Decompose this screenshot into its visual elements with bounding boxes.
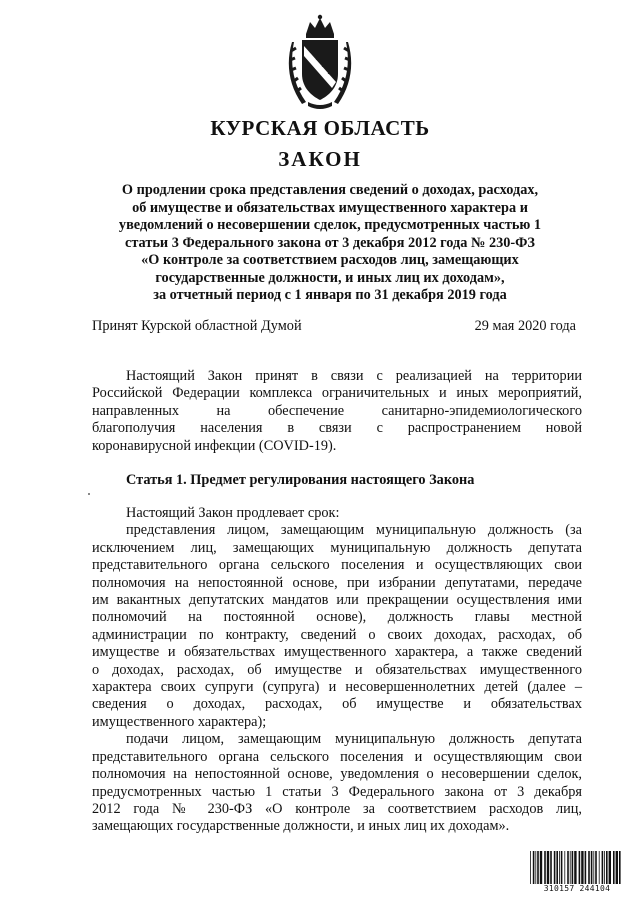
law-title-line: статьи 3 Федерального закона от 3 декабря 2012 года № 230-ФЗ: [125, 234, 535, 251]
article-body: [92, 505, 582, 836]
article-line: о доходах, расходах, об имуществе и обязательствах имущественного: [92, 661, 582, 678]
law-title-line: уведомлений о несовершении сделок, предусмотренных частью 1: [118, 217, 542, 233]
article-line: полномочия на непостоянной основе, при избрании депутатами, передаче: [92, 574, 582, 591]
preamble-line: направленных на обеспечение санитарно-эпидемиологического: [92, 402, 582, 419]
adoption-date: 29 мая 2020 года: [474, 318, 576, 334]
adopted-by: Принят Курской областной Думой: [92, 318, 302, 334]
article-line: полномочия на непостоянной основе, уведомления о несовершении сделок,: [92, 766, 582, 783]
coat-of-arms-icon: [288, 12, 352, 110]
article-line: представления лицом, замещающим муниципальную должность (за: [126, 522, 582, 539]
article-line: имуществе и обязательствах имущественного характера, а также сведений: [92, 644, 582, 661]
preamble-line: Настоящий Закон принят в связи с реализацией на территории: [126, 368, 582, 384]
article-line: представительного органа сельского поселения и осуществляющим свои: [92, 748, 582, 765]
article-line: представительного органа сельского поселения и осуществляющих свои: [92, 557, 582, 574]
article-line: характера своих супруги (супруга) и несовершеннолетних детей (далее –: [92, 679, 582, 696]
article-line: им вакантных депутатских мандатов или прекращении осуществления ими: [92, 592, 582, 609]
law-title: [100, 182, 560, 305]
preamble-line: коронавирусной инфекции (COVID-19).: [92, 437, 337, 454]
preamble-line: благополучия населения в связи с распространением новой: [92, 420, 582, 437]
preamble: [92, 368, 582, 455]
barcode-icon: [529, 851, 625, 887]
article-line: администрации по контракту, сведений о своих доходах, расходах, об: [92, 626, 582, 643]
article-line: Настоящий Закон продлевает срок:: [126, 505, 340, 521]
article-line: сведения о доходах, расходах, об имуществе и обязательствах: [92, 696, 582, 713]
article-line: замещающих государственные должности, и иных лиц их доходам».: [92, 818, 510, 835]
article-line: подачи лицом, замещающим муниципальную должность депутата: [126, 731, 582, 748]
law-title-line: об имуществе и обязательствах имущественного характера и: [132, 199, 528, 216]
law-title-line: О продлении срока представления сведений о доходах, расходах,: [121, 182, 539, 198]
law-title-line: государственные должности, и иных лиц их доходам»,: [155, 269, 505, 286]
barcode-number: 310157 244104: [543, 884, 611, 893]
law-title-line: «О контроле за соответствием расходов лиц, замещающих: [141, 252, 519, 268]
article-line: предусмотренных частью 1 статьи 3 Федерального закона от 3 декабря: [92, 783, 582, 800]
article-line: полномочий на постоянной основе), должность главы местной: [92, 609, 582, 626]
article-line: 2012 года № 230-ФЗ «О контроле за соответствием расходов лиц,: [92, 800, 582, 817]
article-line: исключением лиц, замещающих муниципальную должность депутата: [92, 539, 582, 556]
region-name: КУРСКАЯ ОБЛАСТЬ: [210, 116, 430, 140]
article-heading: Статья 1. Предмет регулирования настоящего Закона: [126, 472, 475, 488]
document-type: ЗАКОН: [278, 147, 362, 171]
preamble-line: Российской Федерации комплекса ограничительных и иных мероприятий,: [92, 385, 582, 402]
article-line: имущественного характера);: [92, 713, 267, 730]
scan-mark: [88, 493, 90, 495]
law-title-line: за отчетный период с 1 января по 31 декабря 2019 года: [153, 287, 507, 303]
